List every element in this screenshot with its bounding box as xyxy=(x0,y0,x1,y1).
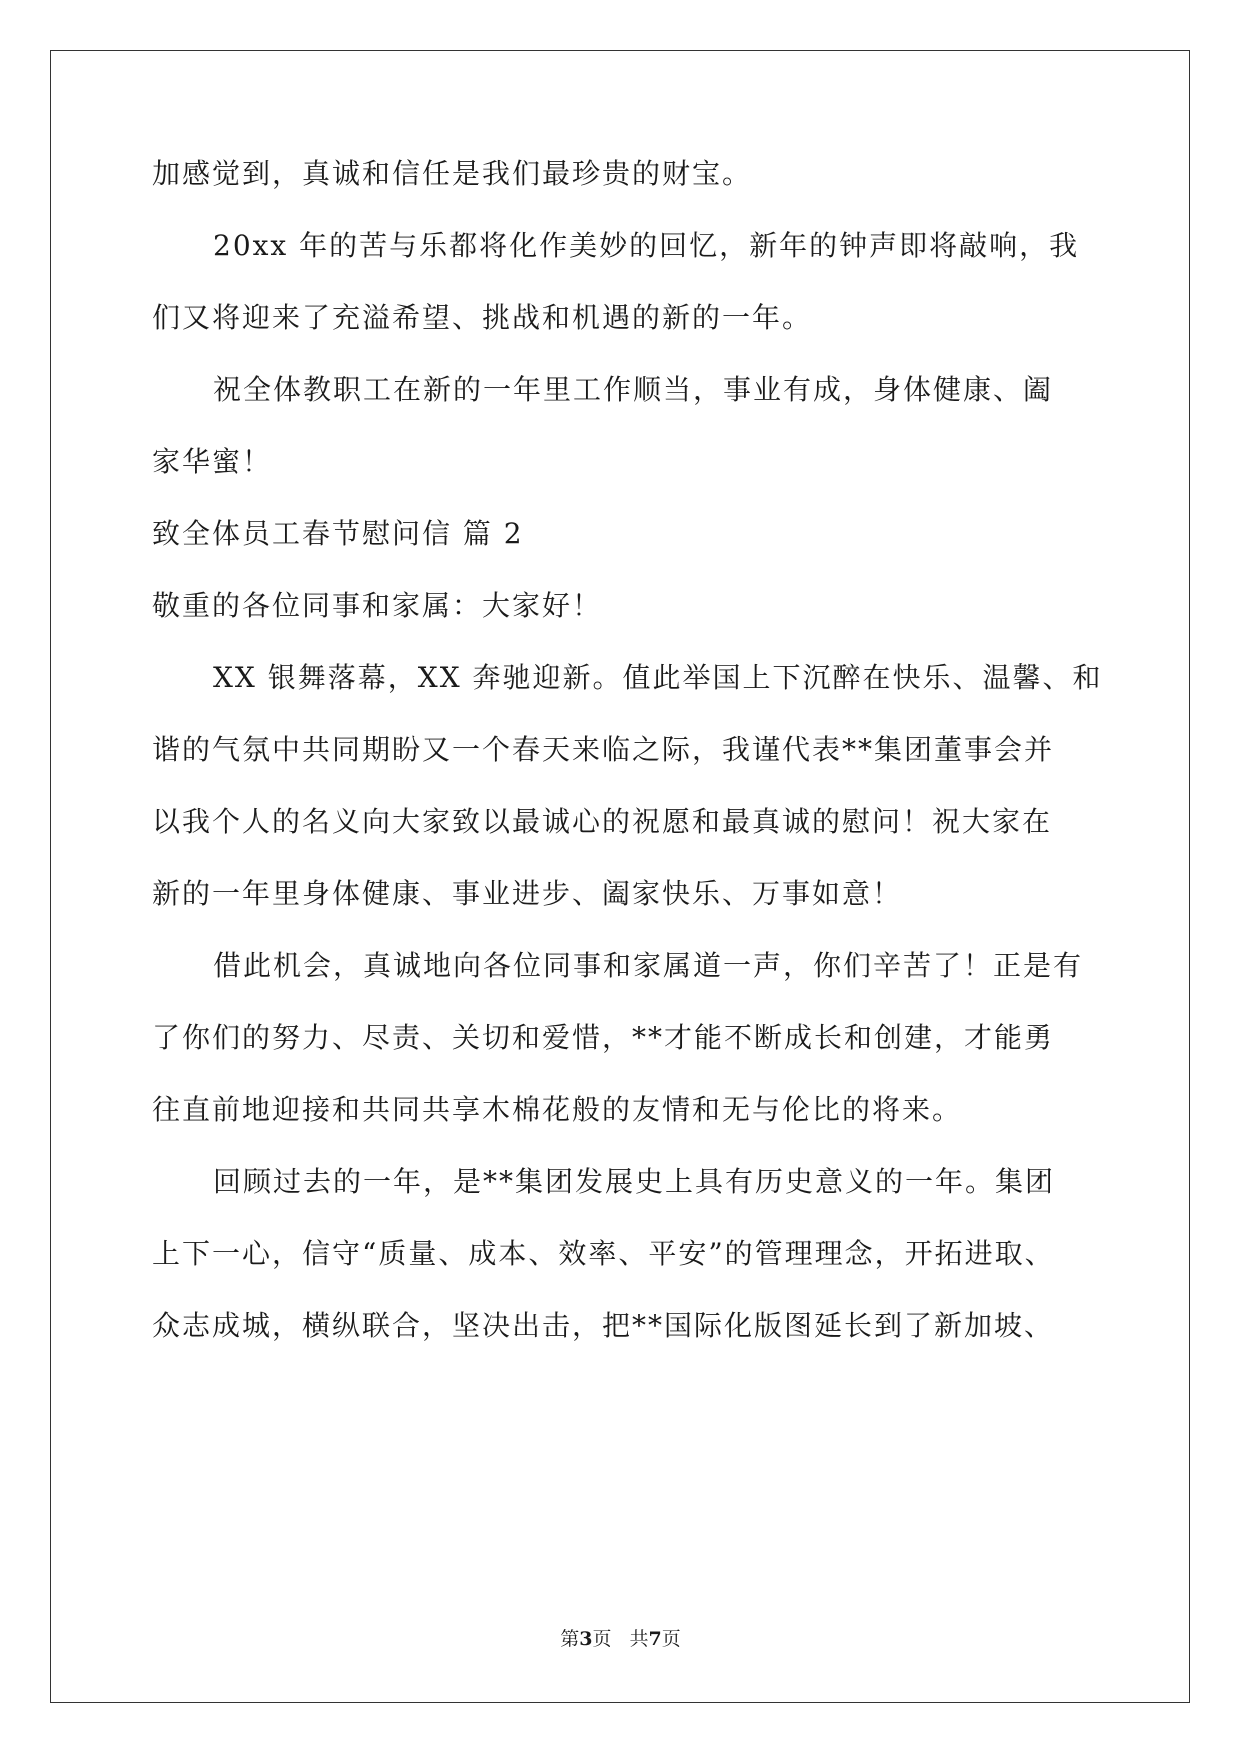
page-footer xyxy=(0,1627,1241,1651)
paragraph-line: 祝全体教职工在新的一年里工作顺当，事业有成，身体健康、阖 xyxy=(213,373,1054,406)
paragraph-line: 了你们的努力、尽责、关切和爱惜，**才能不断成长和创建，才能勇 xyxy=(152,1021,1055,1054)
salutation: 敬重的各位同事和家属：大家好！ xyxy=(152,589,603,622)
section-heading: 致全体员工春节慰问信 篇 2 xyxy=(152,517,524,550)
paragraph-line: 借此机会，真诚地向各位同事和家属道一声，你们辛苦了！正是有 xyxy=(213,949,1084,982)
page-prefix: 第 xyxy=(560,1628,580,1650)
total-page-number: 7 xyxy=(648,1628,662,1650)
total-suffix: 页 xyxy=(661,1628,681,1650)
paragraph-line: 上下一心，信守“质量、成本、效率、平安”的管理理念，开拓进取、 xyxy=(152,1237,1055,1270)
total-prefix: 共 xyxy=(629,1628,649,1650)
current-page-number: 3 xyxy=(579,1628,593,1650)
paragraph-line: 新的一年里身体健康、事业进步、阖家快乐、万事如意！ xyxy=(152,877,903,910)
paragraph-line: 20xx 年的苦与乐都将化作美妙的回忆，新年的钟声即将敲响，我 xyxy=(213,229,1080,262)
page-suffix: 页 xyxy=(592,1628,612,1650)
paragraph-line: XX 银舞落幕，XX 奔驰迎新。值此举国上下沉醉在快乐、温馨、和 xyxy=(213,661,1103,694)
paragraph-line: 以我个人的名义向大家致以最诚心的祝愿和最真诚的慰问！祝大家在 xyxy=(152,805,1053,838)
paragraph-line: 往直前地迎接和共同共享木棉花般的友情和无与伦比的将来。 xyxy=(152,1093,963,1126)
paragraph-line: 们又将迎来了充溢希望、挑战和机遇的新的一年。 xyxy=(152,301,813,334)
paragraph-line: 回顾过去的一年，是**集团发展史上具有历史意义的一年。集团 xyxy=(213,1165,1056,1198)
paragraph-line: 家华蜜！ xyxy=(152,445,273,478)
paragraph-line: 众志成城，横纵联合，坚决出击，把**国际化版图延长到了新加坡、 xyxy=(152,1309,1055,1342)
paragraph-line: 谐的气氛中共同期盼又一个春天来临之际，我谨代表**集团董事会并 xyxy=(152,733,1055,766)
paragraph-line: 加感觉到，真诚和信任是我们最珍贵的财宝。 xyxy=(152,157,753,190)
